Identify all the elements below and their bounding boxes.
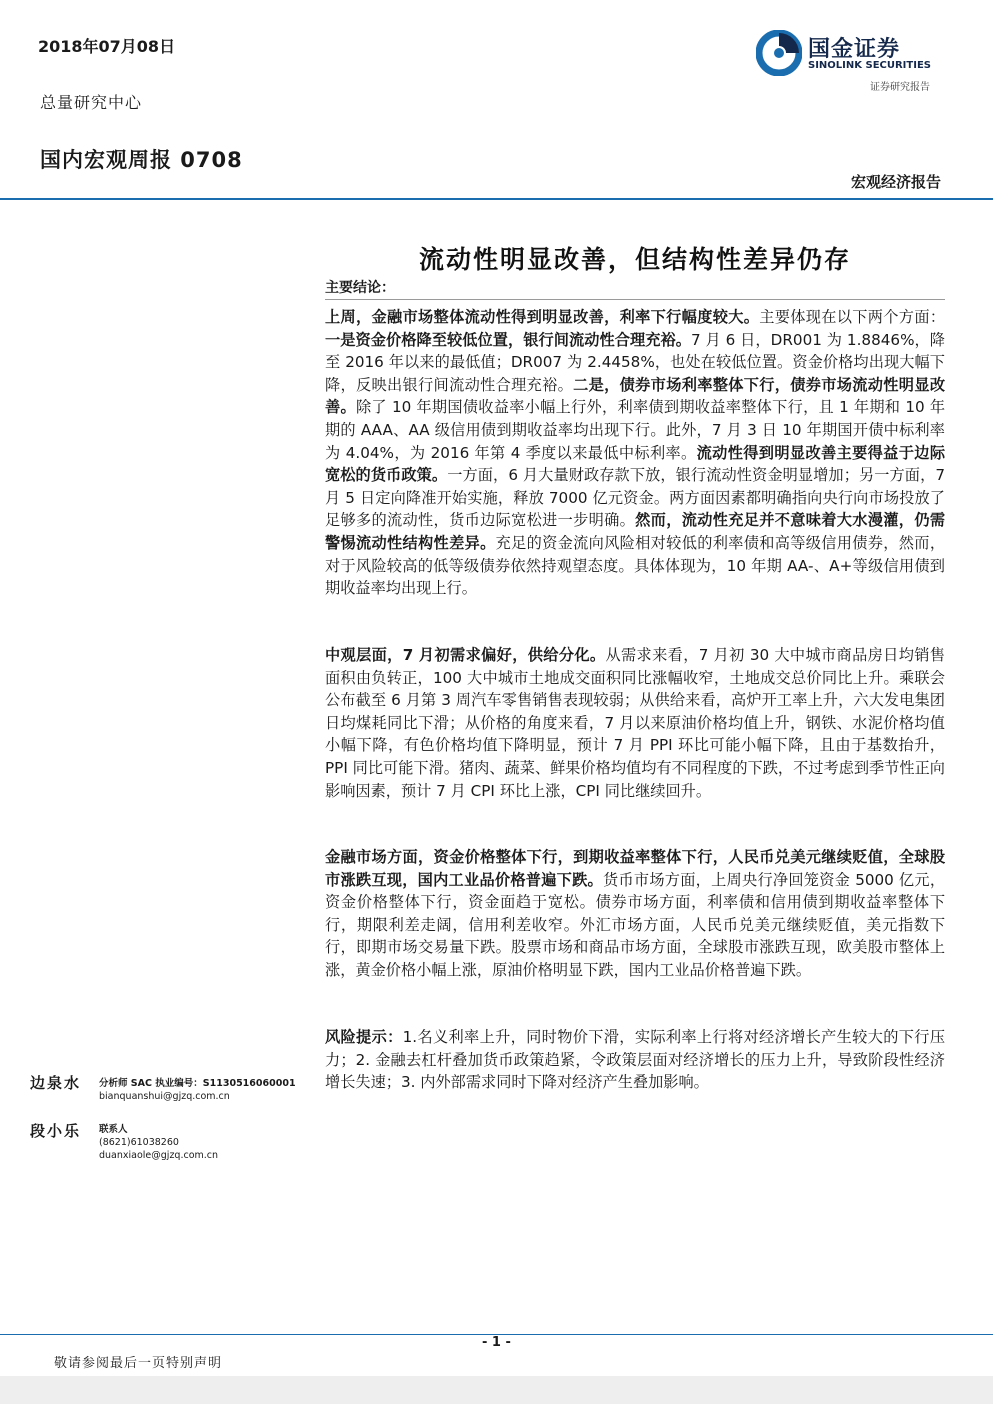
- body-text: 除了 10 年期国债收益率小幅上行外，利率债到期收益率整体下行，且 1 年期和 10 年期的 AAA、AA 级信用债到期收益率均出现下行。此外，7 月 3 日 10 年期国开债中标利率为 4.04%，为 2016 年第 4 季度以来最低中标利率。: [325, 398, 946, 462]
- paragraph-liquidity: [325, 306, 945, 600]
- author-email[interactable]: bianquanshui@gjzq.com.cn: [99, 1091, 230, 1102]
- contact-name: 段小乐: [30, 1122, 82, 1140]
- author-name: 边泉水: [30, 1074, 82, 1092]
- emphasis-text: 二是，债券市场利率整体下行，债券市场流动性明显改善。: [325, 375, 946, 417]
- bottom-band: [0, 1376, 993, 1404]
- emphasis-text: 风险提示：: [325, 1028, 403, 1046]
- logo-english-name: SINOLINK SECURITIES: [808, 60, 931, 71]
- headline: 流动性明显改善，但结构性差异仍存: [418, 245, 851, 274]
- emphasis-text: 中观层面，7 月初需求偏好，供给分化。: [325, 646, 606, 664]
- company-logo: [756, 30, 946, 76]
- emphasis-text: 金融市场方面，资金价格整体下行，到期收益率整体下行，人民币兑美元继续贬值，全球股市涨跌互现，国内工业品价格普遍下跌。: [325, 848, 945, 889]
- author-sac-id: S1130516060001: [202, 1078, 296, 1089]
- body-text: 1.名义利率上升，同时物价下滑，实际利率上行将对经济增长产生较大的下行压力；2. 金融去杠杆叠加货币政策趋紧，令政策层面对经济增长的压力上升，导致阶段性经济增长失速；3. 内外部需求同时下降对经济产生叠加影响。: [325, 1028, 946, 1092]
- logo-mark-icon: [756, 30, 802, 76]
- contact-label: 联系人: [99, 1124, 128, 1135]
- emphasis-text: 然而，流动性充足并不意味着大水漫灌，仍需警惕流动性结构性差异。: [325, 511, 946, 552]
- page-number: - 1 -: [482, 1335, 511, 1350]
- body-text: 货币市场方面，上周央行净回笼资金 5000 亿元，资金价格整体下行，资金面趋于宽松。债券市场方面，利率债和信用债到期收益率整体下行，期限利差走阔，信用利差收窄。外汇市场方面，人民币兑美元继续贬值，美元指数下行，即期市场交易量下跌。股票市场和商品市场方面，全球股市涨跌互现，欧美股市整体上涨，黄金价格小幅上涨，原油价格明显下跌，国内工业品价格普遍下跌。: [325, 870, 946, 979]
- paragraph-meso-level: [325, 644, 945, 802]
- contact-email[interactable]: duanxiaole@gjzq.com.cn: [99, 1150, 219, 1161]
- body-text: 充足的资金流向风险相对较低的利率债和高等级信用债券，然而，对于风险较高的低等级债券依然持观望态度。具体体现为，10 年期 AA-、A+等级信用债到期收益率均出现上行。: [325, 533, 946, 598]
- emphasis-text: 流动性得到明显改善主要得益于边际宽松的货币政策。: [325, 443, 945, 485]
- emphasis-text: 一是资金价格降至较低位置，银行间流动性合理充裕。: [325, 330, 691, 349]
- conclusion-label: 主要结论：: [325, 280, 395, 296]
- contact-info: [99, 1123, 218, 1162]
- report-date: 2018年07月08日: [38, 37, 176, 56]
- body-text: 一方面，6 月大量财政存款下放，银行流动性资金明显增加；另一方面，7 月 5 日定向降准开始实施，释放 7000 亿元资金。两方面因素都明确指向央行向市场投放了足够多的流动性，货币边际宽松进一步明确。: [325, 466, 946, 530]
- emphasis-text: 上周，金融市场整体流动性得到明显改善，利率下行幅度较大。: [325, 308, 760, 326]
- body-text: 主要体现在以下两个方面：: [759, 308, 946, 326]
- logo-subtitle: 证券研究报告: [870, 82, 930, 93]
- section-divider: [325, 299, 945, 300]
- contact-phone: (8621)61038260: [99, 1137, 179, 1148]
- author-credential-label: 分析师 SAC 执业编号：: [99, 1078, 203, 1089]
- logo-chinese-name: 国金证券: [808, 37, 901, 62]
- author-info: [99, 1077, 296, 1103]
- footer-disclaimer: 敬请参阅最后一页特别声明: [54, 1356, 223, 1371]
- paragraph-financial-markets: [325, 846, 945, 982]
- report-type: 宏观经济报告: [850, 173, 941, 191]
- paragraph-risk-warning: [325, 1026, 945, 1094]
- department-name: 总量研究中心: [40, 93, 143, 112]
- body-text: 从需求来看，7 月初 30 大中城市商品房日均销售面积由负转正，100 大中城市土地成交面积同比涨幅收窄，土地成交总价同比上升。乘联会公布截至 6 月第 3 周汽车零售销售表现较弱；从供给来看，高炉开工率上升，六大发电集团日均煤耗同比下滑；从价格的角度来看，7 月以来原油价格均值上升，钢铁、水泥价格均值小幅下降，有色价格均值下降明显，预计 7 月 PPI 环比可能小幅下降，且由于基数抬升，PPI 同比可能下滑。猪肉、蔬菜、鲜果价格均值均有不同程度的下跌，不过考虑到季节性正向影响因素，预计 7 月 CPI 环比上涨，CPI 同比继续回升。: [325, 646, 945, 800]
- report-series-title: 国内宏观周报 0708: [40, 148, 243, 172]
- header-divider: [0, 198, 993, 200]
- body-text: 7 月 6 日，DR001 为 1.8846%，降至 2016 年以来的最低值；DR007 为 2.4458%，也处在较低位置。资金价格均出现大幅下降，反映出银行间流动性合理充裕。: [325, 330, 945, 394]
